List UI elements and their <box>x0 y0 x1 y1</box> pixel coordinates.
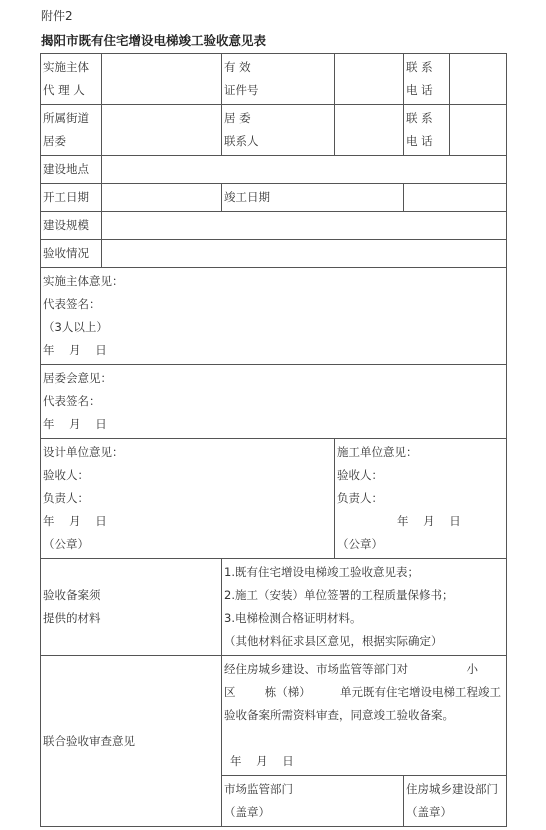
material-item-3: 3.电梯检测合格证明材料。 <box>224 611 362 625</box>
scale-input-cell[interactable] <box>102 212 507 240</box>
owner-opinion-title: 实施主体意见： <box>43 274 124 288</box>
joint-review-label-cell: 联合验收审查意见 <box>41 656 222 827</box>
finish-date-input-cell[interactable] <box>404 184 507 212</box>
start-date-label-cell: 开工日期 <box>41 184 102 212</box>
phone2-label-cell: 联 系 电 话 <box>404 105 450 156</box>
id-label-cell: 有 效 证件号 <box>222 54 335 105</box>
committee-opinion-title: 居委会意见： <box>43 371 112 385</box>
housing-dept-seal: （盖章） <box>406 805 452 819</box>
street-label-cell: 所属街道 居委 <box>41 105 102 156</box>
construction-seal: （公章） <box>337 537 383 551</box>
material-item-1: 1.既有住宅增设电梯竣工验收意见表； <box>224 565 419 579</box>
review-line-1: 经住房城乡建设、市场监管等部门对 小 <box>224 662 478 676</box>
site-label-cell: 建设地点 <box>41 156 102 184</box>
committee-sign-label: 代表签名： <box>43 394 101 408</box>
owner-opinion-cell[interactable] <box>41 268 507 365</box>
owner-date: 年 月 日 <box>43 343 107 357</box>
design-opinion-cell[interactable] <box>41 439 335 559</box>
material-item-2: 2.施工（安装）单位签署的工程质量保修书； <box>224 588 454 602</box>
construction-receiver-label: 验收人： <box>337 468 383 482</box>
acceptance-label-cell: 验收情况 <box>41 240 102 268</box>
design-seal: （公章） <box>43 537 89 551</box>
review-line-2: 区 栋（梯） 单元既有住宅增设电梯工程竣工 <box>224 685 501 699</box>
start-date-input-cell[interactable] <box>102 184 222 212</box>
id-input-cell[interactable] <box>335 54 404 105</box>
construction-opinion-cell[interactable] <box>335 439 507 559</box>
housing-dept-label: 住房城乡建设部门 <box>406 782 498 796</box>
form-title: 揭阳市既有住宅增设电梯竣工验收意见表 <box>41 33 267 48</box>
housing-dept-cell[interactable] <box>404 776 507 827</box>
market-dept-label: 市场监管部门 <box>224 782 293 796</box>
market-dept-seal: （盖章） <box>224 805 270 819</box>
finish-date-label-cell: 竣工日期 <box>222 184 404 212</box>
owner-note: （3人以上） <box>43 320 108 334</box>
material-note: （其他材料征求县区意见，根据实际确定） <box>224 634 443 648</box>
agent-input-cell[interactable] <box>102 54 222 105</box>
construction-opinion-title: 施工单位意见： <box>337 445 418 459</box>
attachment-label: 附件2 <box>41 9 73 23</box>
scale-label-cell: 建设规模 <box>41 212 102 240</box>
phone-label-cell: 联 系 电 话 <box>404 54 450 105</box>
review-line-3: 验收备案所需资料审查，同意竣工验收备案。 <box>224 708 454 722</box>
design-date: 年 月 日 <box>43 514 107 528</box>
committee-opinion-cell[interactable] <box>41 365 507 439</box>
joint-review-text-cell[interactable] <box>222 656 507 776</box>
construction-lead-label: 负责人： <box>337 491 383 505</box>
committee-contact-input-cell[interactable] <box>335 105 404 156</box>
site-input-cell[interactable] <box>102 156 507 184</box>
materials-list-cell <box>222 559 507 656</box>
acceptance-input-cell[interactable] <box>102 240 507 268</box>
construction-date: 年 月 日 <box>397 514 461 528</box>
design-receiver-label: 验收人： <box>43 468 89 482</box>
owner-sign-label: 代表签名： <box>43 297 101 311</box>
acceptance-form-table <box>40 53 507 827</box>
materials-label-cell: 验收备案须 提供的材料 <box>41 559 222 656</box>
review-date: 年 月 日 <box>230 754 294 768</box>
committee-contact-label-cell: 居 委 联系人 <box>222 105 335 156</box>
design-opinion-title: 设计单位意见： <box>43 445 124 459</box>
committee-date: 年 月 日 <box>43 417 107 431</box>
market-dept-cell[interactable] <box>222 776 404 827</box>
design-lead-label: 负责人： <box>43 491 89 505</box>
phone-input-cell[interactable] <box>450 54 507 105</box>
agent-label-cell: 实施主体 代 理 人 <box>41 54 102 105</box>
phone2-input-cell[interactable] <box>450 105 507 156</box>
street-input-cell[interactable] <box>102 105 222 156</box>
